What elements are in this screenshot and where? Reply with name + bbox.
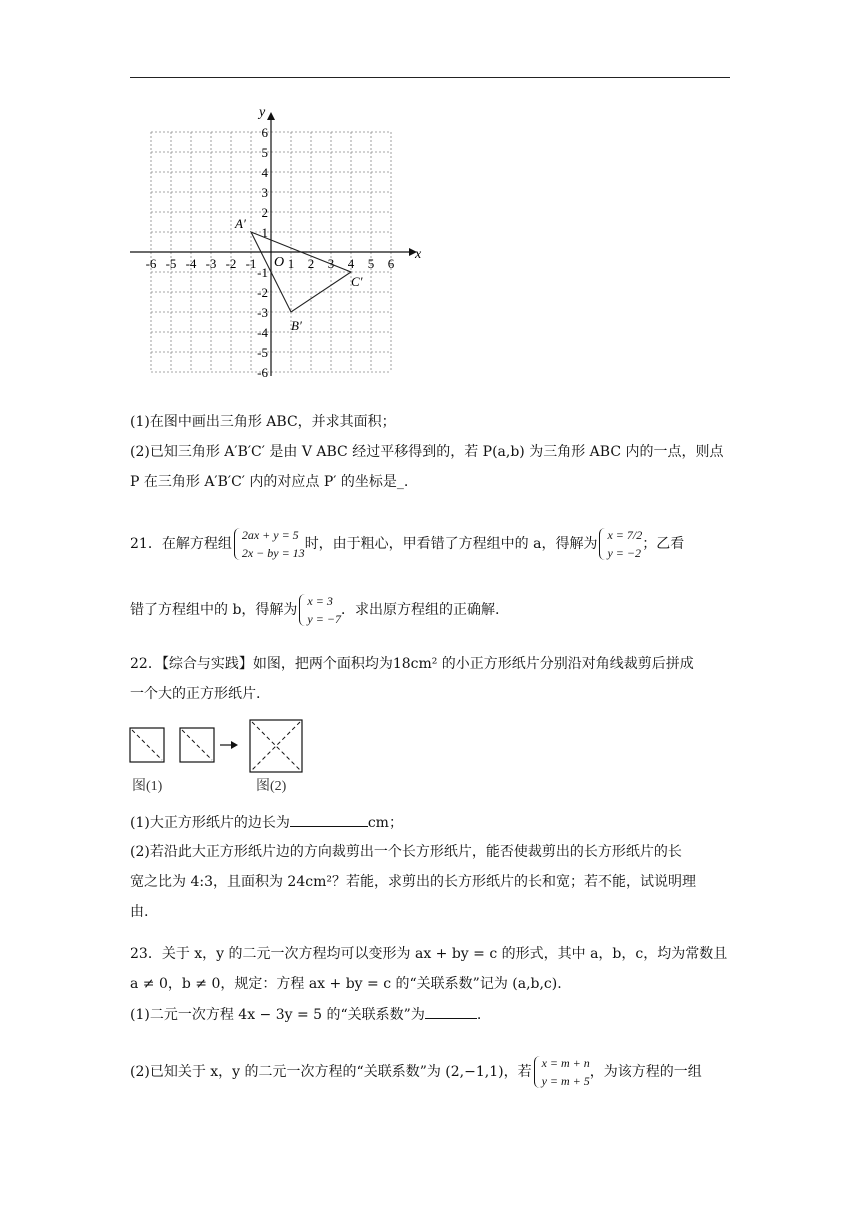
q22-part1 — [130, 812, 403, 833]
small-square-1-diagonal — [132, 730, 162, 760]
q22-line2: 一个大的正方形纸片. — [130, 686, 261, 702]
x-tick-label: -5 — [165, 256, 177, 271]
x-tick-label: 6 — [387, 256, 395, 271]
x-tick-label: -4 — [185, 256, 197, 271]
y-tick-label: 6 — [261, 125, 268, 140]
q22-part1-lead: (1)大正方形纸片的边长为 — [130, 815, 290, 831]
q23-answer-blank[interactable] — [425, 1004, 477, 1019]
x-tick-label: 1 — [287, 256, 295, 271]
q21-eq1: 2ax + y = 5 — [241, 528, 299, 542]
q22-part2-line2: 宽之比为 4:3，且面积为 24cm²？若能，求剪出的长方形纸片的长和宽；若不能，试说明理 — [130, 874, 696, 890]
fig2-caption: 图(2) — [256, 779, 287, 794]
x-tick-label: 3 — [327, 256, 335, 271]
x-axis-label: x — [415, 247, 422, 262]
x-tick-label: -3 — [205, 256, 217, 271]
q21-solution-2 — [297, 592, 341, 628]
q21-sol2-y: y = −7 — [307, 612, 341, 626]
q23-part2-tail: ，为该方程的一组 — [589, 1064, 702, 1080]
q21-lead: 21．在解方程组 — [130, 536, 232, 552]
q21-eq2: 2x − by = 13 — [241, 546, 305, 560]
q21-line2 — [130, 590, 499, 630]
q21-solution-1 — [597, 526, 642, 562]
q23-sys-y: y = m + 5 — [541, 1074, 590, 1088]
triangle-abc-prime — [234, 216, 363, 333]
q22-figures — [128, 716, 318, 796]
y-tick-label: 1 — [261, 225, 268, 240]
q22-answer-blank[interactable] — [290, 812, 368, 827]
q22-line1: 22．【综合与实践】如图，把两个面积均为18cm² 的小正方形纸片分别沿对角线裁剪后拼成 — [130, 656, 694, 672]
q23-part2 — [130, 1052, 702, 1092]
q23-part1 — [130, 1004, 481, 1025]
q21-line2-lead: 错了方程组中的 b，得解为 — [130, 602, 298, 618]
q21-sol1-x: x = 7/2 — [607, 528, 643, 542]
coordinate-grid-figure — [128, 102, 422, 392]
x-tick-label: -6 — [145, 256, 157, 271]
q21-line2-tail: ．求出原方程组的正确解. — [340, 602, 500, 618]
q23-line1: 23．关于 x，y 的二元一次方程均可以变形为 ax + by = c 的形式，其中 a，b，c，均为常数且 — [130, 946, 728, 962]
vertex-label: A′ — [235, 216, 246, 231]
axes — [130, 112, 417, 376]
x-tick-label: 5 — [367, 256, 375, 271]
x-tick-label: -2 — [225, 256, 237, 271]
q23-part2-lead: (2)已知关于 x，y 的二元一次方程的“关联系数”为 (2,−1,1)，若 — [130, 1064, 532, 1080]
y-tick-label: -5 — [257, 345, 268, 360]
arrow-head — [231, 741, 238, 749]
fig1-caption: 图(1) — [132, 779, 163, 794]
q20-part2-line1: (2)已知三角形 A′B′C′ 是由 V ABC 经过平移得到的，若 P(a,b) 为三角形 ABC 内的一点，则点 — [130, 444, 724, 460]
y-tick-label: 4 — [261, 165, 268, 180]
y-axis-arrow — [267, 112, 275, 120]
y-axis-label: y — [259, 105, 266, 120]
q22-part2-line3: 由. — [130, 904, 149, 920]
y-tick-label: 2 — [261, 205, 268, 220]
y-tick-label: -2 — [257, 285, 268, 300]
q21-line1 — [130, 520, 684, 568]
y-tick-label: 3 — [261, 185, 268, 200]
q21-sol1-y: y = −2 — [607, 546, 642, 560]
q20-part1: (1)在图中画出三角形 ABC，并求其面积； — [130, 414, 396, 430]
q22-part1-unit: cm； — [367, 815, 403, 831]
vertex-label: B′ — [291, 318, 302, 333]
y-tick-label: -6 — [257, 365, 268, 380]
origin-label: O — [274, 255, 285, 270]
y-tick-label: 5 — [261, 145, 268, 160]
q23-system — [532, 1054, 590, 1090]
q23-part1-lead: (1)二元一次方程 4x − 3y = 5 的“关联系数”为 — [130, 1007, 425, 1023]
q21-sol2-x: x = 3 — [307, 594, 333, 608]
small-square-2-diagonal — [182, 730, 212, 760]
tick-labels — [146, 105, 422, 380]
q23-part1-tail: . — [476, 1007, 482, 1023]
y-tick-label: -3 — [257, 305, 268, 320]
y-tick-label: -1 — [257, 265, 268, 280]
q23-sys-x: x = m + n — [541, 1056, 590, 1070]
x-tick-label: -1 — [245, 256, 257, 271]
q21-mid: 时，由于粗心，甲看错了方程组中的 a，得解为 — [304, 536, 598, 552]
q21-tail: ；乙看 — [642, 536, 685, 552]
vertex-label: C′ — [351, 274, 363, 289]
x-tick-label: 4 — [347, 256, 355, 271]
q20-part2-line2: P 在三角形 A′B′C′ 内的对应点 P′ 的坐标是_. — [130, 474, 409, 490]
header-rule — [130, 77, 730, 78]
q23-line2: a ≠ 0，b ≠ 0，规定：方程 ax + by = c 的“关联系数”记为 (a,b,c). — [130, 976, 562, 992]
q21-equation-system — [232, 526, 305, 562]
q22-part2-line1: (2)若沿此大正方形纸片边的方向裁剪出一个长方形纸片，能否使裁剪出的长方形纸片的长 — [130, 844, 682, 860]
x-tick-label: 2 — [307, 256, 315, 271]
y-tick-label: -4 — [257, 325, 268, 340]
